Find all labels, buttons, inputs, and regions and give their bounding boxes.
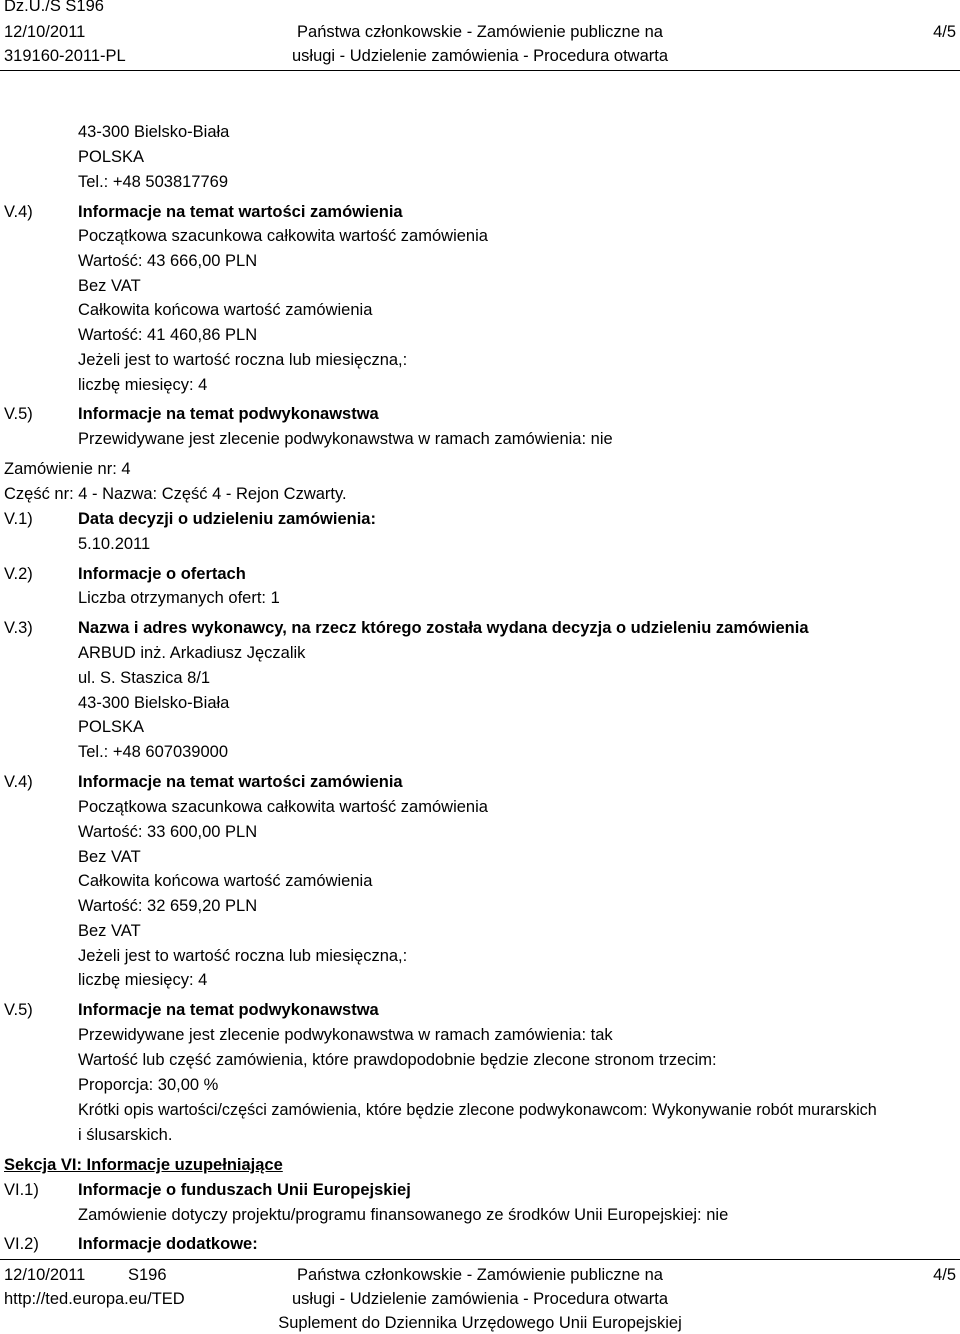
contractor-phone: Tel.: +48 607039000	[78, 743, 229, 761]
section-title: Informacje dodatkowe:	[78, 1235, 258, 1253]
footer-rule	[0, 1259, 960, 1260]
address-city: 43-300 Bielsko-Biała	[78, 123, 230, 141]
months-count: liczbę miesięcy: 4	[78, 376, 208, 394]
section-number: V.3)	[4, 619, 33, 637]
section-number: VI.1)	[4, 1181, 39, 1199]
decision-date: 5.10.2011	[78, 535, 151, 553]
text-line: Bez VAT	[78, 277, 141, 295]
section-number: V.4)	[4, 773, 33, 791]
subcontracting-flag: Przewidywane jest zlecenie podwykonawstwa w ramach zamówienia: tak	[78, 1026, 613, 1044]
section-title: Informacje o ofertach	[78, 565, 246, 583]
order-title: Zamówienie nr: 4	[4, 460, 131, 478]
section-title: Informacje na temat podwykonawstwa	[78, 405, 379, 423]
final-value: Wartość: 41 460,86 PLN	[78, 326, 258, 344]
contractor-country: POLSKA	[78, 718, 145, 736]
footer-url[interactable]: http://ted.europa.eu/TED	[4, 1290, 185, 1308]
contractor-street: ul. S. Staszica 8/1	[78, 669, 211, 687]
footer-title-line3: Suplement do Dziennika Urzędowego Unii Europejskiej	[278, 1314, 682, 1332]
section-title: Informacje na temat wartości zamówienia	[78, 203, 403, 221]
text-line: Krótki opis wartości/części zamówienia, które będzie zlecone podwykonawcom: Wykonywanie robót murarskich	[78, 1101, 877, 1119]
header-title-line1: Państwa członkowskie - Zamówienie publiczne na	[297, 23, 663, 41]
order-part: Część nr: 4 - Nazwa: Część 4 - Rejon Czwarty.	[4, 485, 347, 503]
section-title: Informacje na temat podwykonawstwa	[78, 1001, 379, 1019]
section-number: VI.2)	[4, 1235, 39, 1253]
text-line: Jeżeli jest to wartość roczna lub miesięczna,:	[78, 947, 408, 965]
text-line: i ślusarskich.	[78, 1126, 173, 1144]
header-rule	[0, 70, 960, 71]
section-number: V.5)	[4, 1001, 33, 1019]
text-line: Bez VAT	[78, 922, 141, 940]
section-number: V.4)	[4, 203, 33, 221]
offers-count: Liczba otrzymanych ofert: 1	[78, 589, 280, 607]
header-date: 12/10/2011	[4, 23, 86, 41]
text-line: Całkowita końcowa wartość zamówienia	[78, 872, 373, 890]
text-line: Początkowa szacunkowa całkowita wartość zamówienia	[78, 227, 488, 245]
subcontracting-proportion: Proporcja: 30,00 %	[78, 1076, 219, 1094]
section-title: Nazwa i adres wykonawcy, na rzecz którego została wydana decyzja o udzieleniu zamówienia	[78, 619, 809, 637]
initial-value: Wartość: 33 600,00 PLN	[78, 823, 258, 841]
text-line: Wartość lub część zamówienia, które prawdopodobnie będzie zlecone stronom trzecim:	[78, 1051, 717, 1069]
journal-ref: Dz.U./S S196	[4, 0, 104, 15]
section-number: V.2)	[4, 565, 33, 583]
header-title-line2: usługi - Udzielenie zamówienia - Procedura otwarta	[291, 47, 668, 65]
months-count: liczbę miesięcy: 4	[78, 971, 208, 989]
final-value: Wartość: 32 659,20 PLN	[78, 897, 258, 915]
contractor-city: 43-300 Bielsko-Biała	[78, 694, 230, 712]
text-line: Jeżeli jest to wartość roczna lub miesięczna,:	[78, 351, 408, 369]
notice-number: 319160-2011-PL	[4, 47, 126, 65]
footer-page-number: 4/5	[933, 1266, 956, 1284]
footer-title-line2: usługi - Udzielenie zamówienia - Procedura otwarta	[291, 1290, 668, 1308]
footer-issue: S196	[128, 1266, 167, 1284]
contractor-name: ARBUD inż. Arkadiusz Jęczalik	[78, 644, 306, 662]
phone: Tel.: +48 503817769	[78, 173, 229, 191]
section-title: Data decyzji o udzieleniu zamówienia:	[78, 510, 376, 528]
eu-funding-flag: Zamówienie dotyczy projektu/programu finansowanego ze środków Unii Europejskiej: nie	[78, 1206, 729, 1224]
section-title: Informacje o funduszach Unii Europejskiej	[78, 1181, 411, 1199]
address-country: POLSKA	[78, 148, 145, 166]
section-number: V.5)	[4, 405, 33, 423]
header-page-number: 4/5	[933, 23, 956, 41]
footer-date: 12/10/2011	[4, 1266, 86, 1284]
initial-value: Wartość: 43 666,00 PLN	[78, 252, 258, 270]
footer-title-line1: Państwa członkowskie - Zamówienie publiczne na	[297, 1266, 663, 1284]
text-line: Całkowita końcowa wartość zamówienia	[78, 301, 373, 319]
text-line: Początkowa szacunkowa całkowita wartość zamówienia	[78, 798, 488, 816]
section-title: Informacje na temat wartości zamówienia	[78, 773, 403, 791]
subcontracting-flag: Przewidywane jest zlecenie podwykonawstwa w ramach zamówienia: nie	[78, 430, 613, 448]
section-number: V.1)	[4, 510, 33, 528]
text-line: Bez VAT	[78, 848, 141, 866]
section-heading: Sekcja VI: Informacje uzupełniające	[4, 1156, 283, 1174]
